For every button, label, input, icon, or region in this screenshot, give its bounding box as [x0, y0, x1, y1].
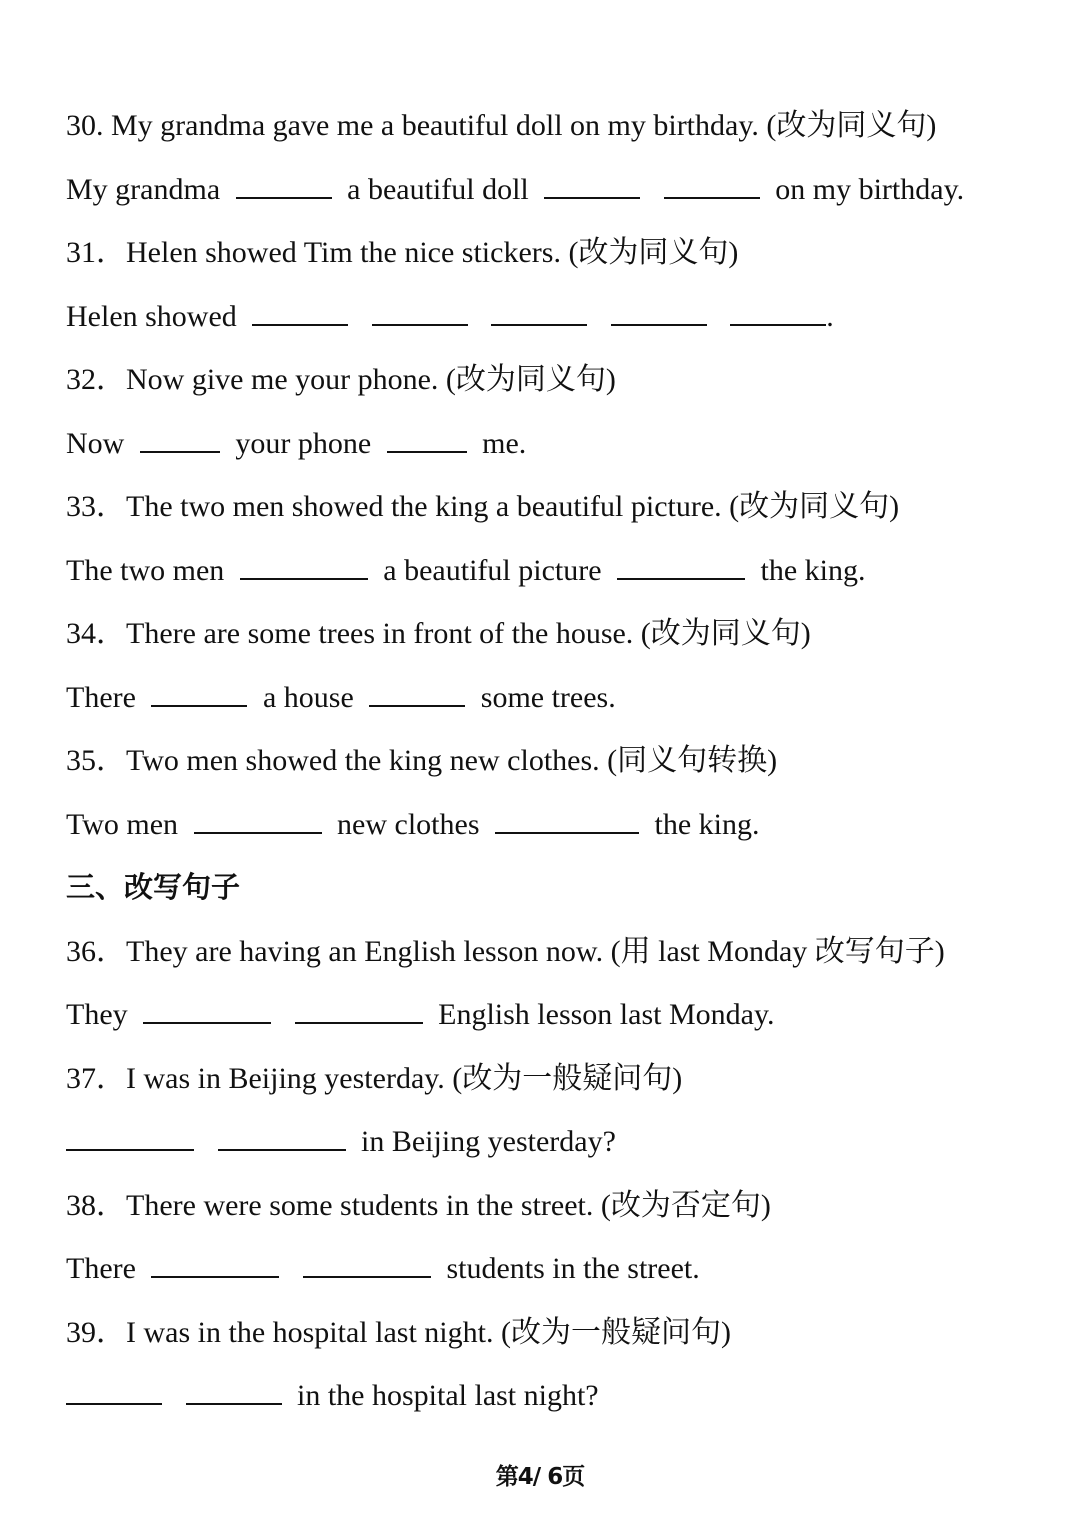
question-39: 39．I was in the hospital last night. (改为一般疑问句) — [66, 1315, 731, 1349]
answer-blank[interactable] — [252, 323, 348, 326]
answer-text: on my birthday. — [775, 172, 965, 206]
answer-blank[interactable] — [369, 704, 465, 707]
question-30: 30. My grandma gave me a beautiful doll on my birthday. (改为同义句) — [66, 109, 937, 142]
answer-blank[interactable] — [151, 1275, 279, 1278]
answer-blank[interactable] — [218, 1148, 346, 1151]
question-36: 36．They are having an English lesson now. (用 last Monday 改写句子) — [66, 934, 945, 968]
answer-blank[interactable] — [372, 323, 468, 326]
answer-31 — [66, 285, 1026, 349]
answer-text: . — [826, 299, 834, 333]
answer-text: the king. — [654, 807, 760, 841]
answer-37 — [66, 1110, 1026, 1174]
answer-blank[interactable] — [143, 1021, 271, 1024]
answer-blank[interactable] — [544, 196, 640, 199]
answer-text: in Beijing yesterday? — [361, 1125, 616, 1158]
answer-text: English lesson last Monday. — [438, 998, 775, 1031]
answer-39 — [66, 1364, 1026, 1428]
answer-blank[interactable] — [236, 196, 332, 199]
answer-text: Two men — [66, 807, 179, 841]
answer-text: There — [66, 1252, 136, 1285]
answer-blank[interactable] — [66, 1148, 194, 1151]
answer-36 — [66, 983, 1026, 1047]
answer-text: me. — [482, 426, 527, 460]
answer-32 — [66, 412, 1026, 476]
answer-text: the king. — [760, 553, 866, 587]
answer-text: your phone — [235, 426, 372, 460]
answer-text: new clothes — [337, 807, 480, 841]
answer-text: They — [66, 998, 128, 1031]
answer-text: some trees. — [480, 680, 616, 714]
answer-text: Helen showed — [66, 299, 237, 333]
answer-blank[interactable] — [151, 704, 247, 707]
answer-text: a house — [262, 680, 354, 714]
answer-blank[interactable] — [303, 1275, 431, 1278]
answer-text: My grandma — [66, 172, 221, 206]
answer-text: students in the street. — [446, 1252, 700, 1285]
question-35: 35．Two men showed the king new clothes. (同义句转换) — [66, 744, 778, 777]
question-33: 33．The two men showed the king a beautiful picture. (改为同义句) — [66, 490, 900, 523]
answer-30 — [66, 158, 1026, 222]
answer-blank[interactable] — [66, 1402, 162, 1405]
question-34: 34．There are some trees in front of the house. (改为同义句) — [66, 617, 811, 650]
page-number: 第4/ 6页 — [495, 1464, 585, 1490]
question-32: 32．Now give me your phone. (改为同义句) — [66, 363, 616, 396]
answer-blank[interactable] — [491, 323, 587, 326]
question-38: 38．There were some students in the street. (改为否定句) — [66, 1188, 771, 1222]
answer-blank[interactable] — [730, 323, 826, 326]
section-title: 三、改写句子 — [66, 870, 241, 904]
answer-text: a beautiful doll — [347, 172, 529, 206]
question-31: 31．Helen showed Tim the nice stickers. (改为同义句) — [66, 236, 739, 269]
answer-text: Now — [66, 426, 125, 460]
answer-38 — [66, 1237, 1026, 1301]
answer-text: The two men — [66, 553, 225, 587]
answer-blank[interactable] — [611, 323, 707, 326]
answer-33 — [66, 539, 1026, 603]
worksheet-content — [66, 94, 1026, 1428]
answer-blank[interactable] — [240, 577, 368, 580]
answer-text: There — [66, 680, 136, 714]
answer-text: a beautiful picture — [383, 553, 602, 587]
answer-blank[interactable] — [194, 831, 322, 834]
answer-blank[interactable] — [664, 196, 760, 199]
answer-blank[interactable] — [295, 1021, 423, 1024]
answer-blank[interactable] — [186, 1402, 282, 1405]
answer-blank[interactable] — [140, 450, 220, 453]
answer-text: in the hospital last night? — [297, 1379, 599, 1412]
answer-blank[interactable] — [617, 577, 745, 580]
answer-35 — [66, 793, 1026, 857]
answer-blank[interactable] — [495, 831, 639, 834]
answer-34 — [66, 666, 1026, 730]
question-37: 37．I was in Beijing yesterday. (改为一般疑问句) — [66, 1061, 683, 1095]
answer-blank[interactable] — [387, 450, 467, 453]
